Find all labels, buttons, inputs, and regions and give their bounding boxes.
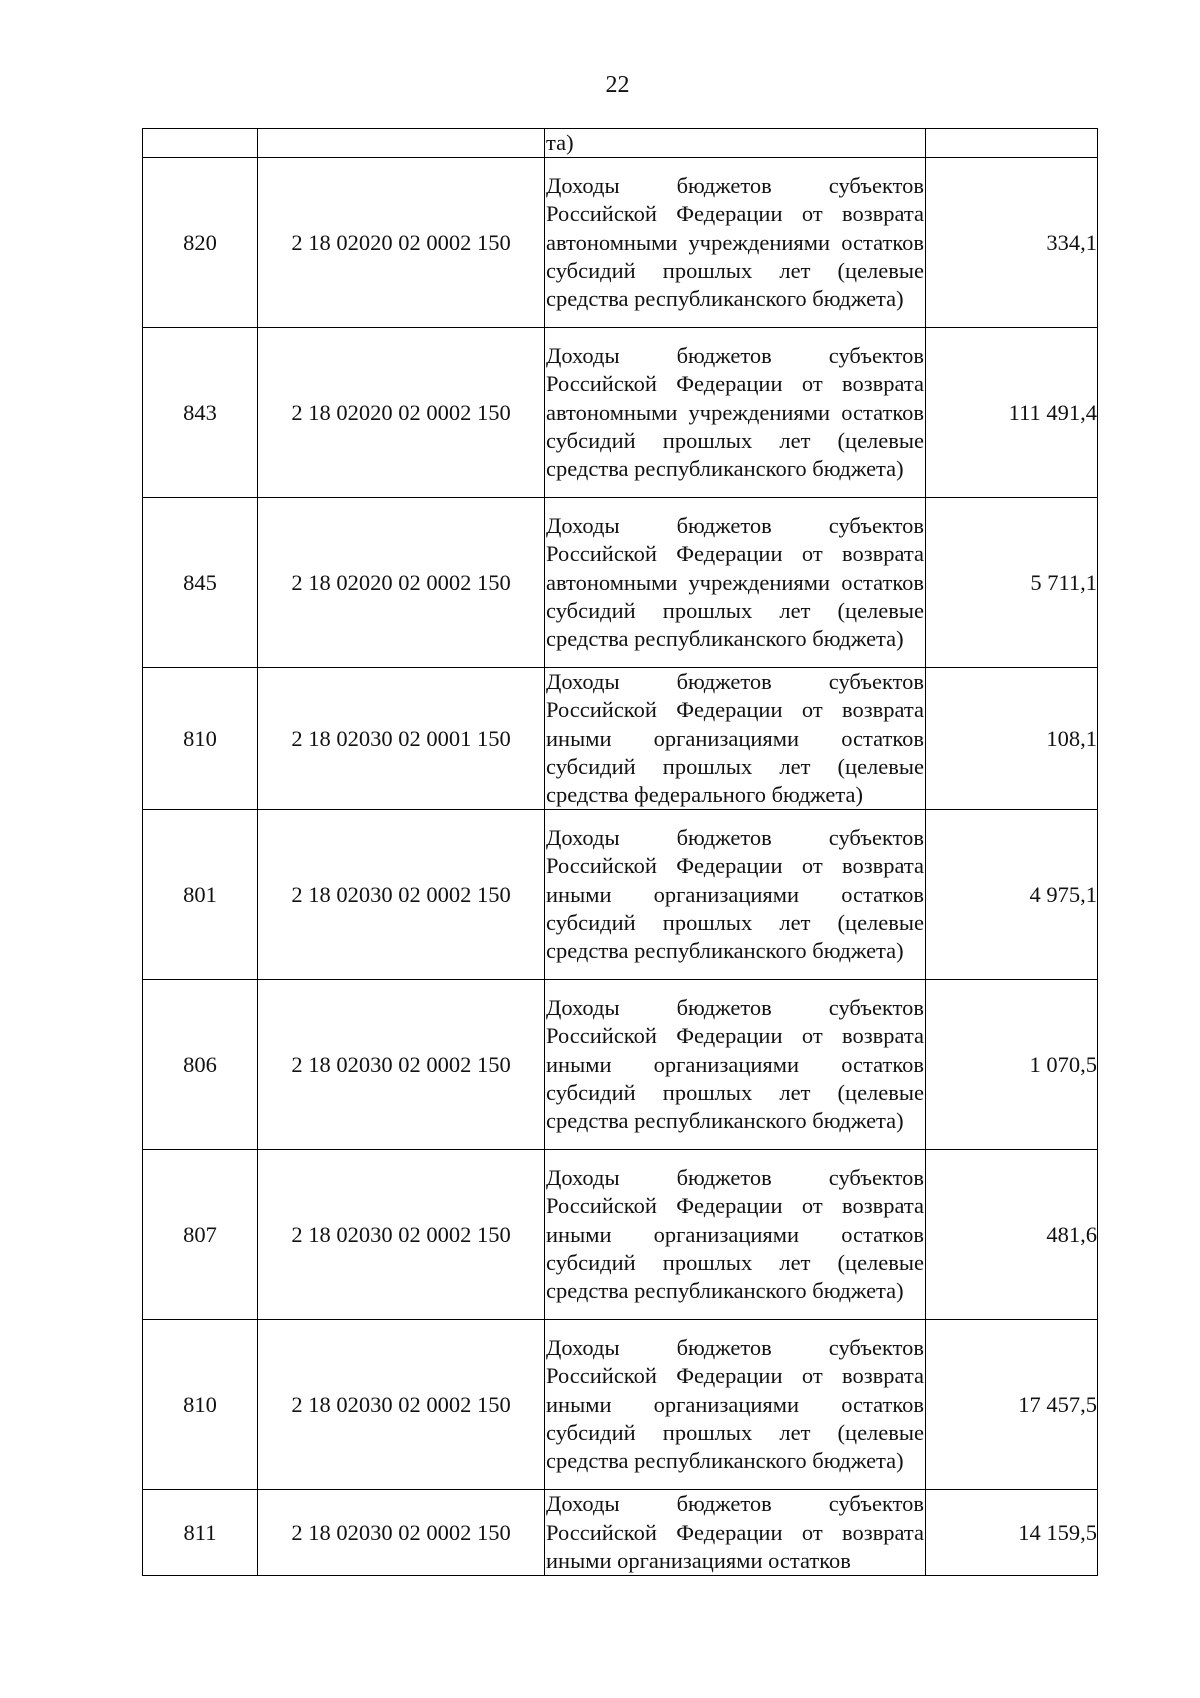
page-number: 22 [605,72,630,98]
budget-code-cell: 2 18 02030 02 0002 150 [258,810,545,980]
table-row [143,980,1098,1150]
description-cell [545,1150,926,1320]
budget-code-cell [258,129,545,158]
table-row [143,158,1098,328]
description-text: Доходы бюджетов субъектов Российской Федерации от возврата автономными учреждениями остатков субсидий прошлых лет (целевые средства республиканского бюджета) [546,513,924,651]
table-row [143,668,1098,810]
admin-code-cell: 811 [143,1490,258,1576]
description-text: Доходы бюджетов субъектов Российской Федерации от возврата иными организациями остатков субсидий прошлых лет (целевые средства республиканского бюджета) [546,1165,924,1304]
amount-cell: 17 457,5 [926,1320,1098,1490]
amount-cell: 14 159,5 [926,1490,1098,1576]
description-text: Доходы бюджетов субъектов Российской Федерации от возврата автономными учреждениями остатков субсидий прошлых лет (целевые средства республиканского бюджета) [546,343,924,481]
description-cell [545,1490,926,1576]
admin-code-cell: 820 [143,158,258,328]
budget-code-cell: 2 18 02030 02 0002 150 [258,1150,545,1320]
description-cell [545,129,926,158]
table-row [143,1150,1098,1320]
description-cell [545,980,926,1150]
admin-code-cell: 810 [143,668,258,810]
amount-cell: 111 491,4 [926,328,1098,498]
budget-code-cell: 2 18 02020 02 0002 150 [258,158,545,328]
admin-code-cell: 801 [143,810,258,980]
amount-cell: 108,1 [926,668,1098,810]
table-row [143,1490,1098,1576]
admin-code-cell: 806 [143,980,258,1150]
description-cell [545,668,926,810]
amount-cell: 4 975,1 [926,810,1098,980]
description-text: Доходы бюджетов субъектов Российской Федерации от возврата иными организациями остатков субсидий прошлых лет (целевые средства федерального бюджета) [546,669,924,808]
budget-code-cell: 2 18 02020 02 0002 150 [258,498,545,668]
description-text: Доходы бюджетов субъектов Российской Федерации от возврата иными организациями остатков субсидий прошлых лет (целевые средства республиканского бюджета) [546,995,924,1134]
description-cell [545,158,926,328]
revenue-table [142,128,1098,1576]
admin-code-cell: 843 [143,328,258,498]
description-text: Доходы бюджетов субъектов Российской Федерации от возврата автономными учреждениями остатков субсидий прошлых лет (целевые средства республиканского бюджета) [546,173,924,311]
admin-code-cell: 810 [143,1320,258,1490]
amount-cell: 1 070,5 [926,980,1098,1150]
budget-code-cell: 2 18 02030 02 0002 150 [258,980,545,1150]
admin-code-cell [143,129,258,158]
description-cell [545,498,926,668]
amount-cell [926,129,1098,158]
description-text: Доходы бюджетов субъектов Российской Федерации от возврата иными организациями остатков субсидий прошлых лет (целевые средства республиканского бюджета) [546,825,924,964]
amount-cell: 334,1 [926,158,1098,328]
admin-code-cell: 845 [143,498,258,668]
description-text: Доходы бюджетов субъектов Российской Федерации от возврата иными организациями остатков [546,1491,924,1573]
budget-code-cell: 2 18 02030 02 0002 150 [258,1320,545,1490]
description-text: Доходы бюджетов субъектов Российской Федерации от возврата иными организациями остатков субсидий прошлых лет (целевые средства республиканского бюджета) [546,1335,924,1474]
table-row [143,810,1098,980]
description-cell [545,1320,926,1490]
amount-cell: 5 711,1 [926,498,1098,668]
budget-code-cell: 2 18 02030 02 0001 150 [258,668,545,810]
table-row [143,328,1098,498]
budget-code-cell: 2 18 02020 02 0002 150 [258,328,545,498]
table-row [143,129,1098,158]
description-cell [545,328,926,498]
table-row [143,1320,1098,1490]
description-cell [545,810,926,980]
table-row [143,498,1098,668]
description-text: та) [546,130,574,155]
amount-cell: 481,6 [926,1150,1098,1320]
budget-code-cell: 2 18 02030 02 0002 150 [258,1490,545,1576]
admin-code-cell: 807 [143,1150,258,1320]
